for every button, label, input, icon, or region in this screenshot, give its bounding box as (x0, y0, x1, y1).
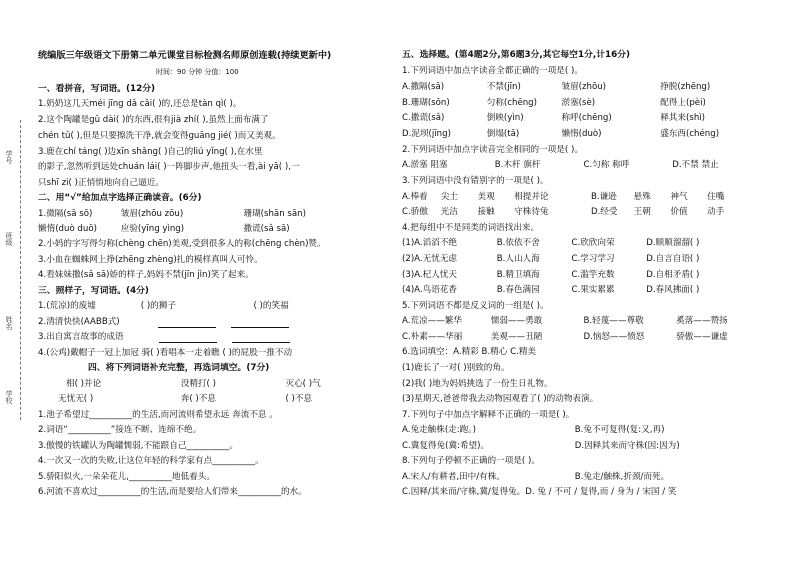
s1-line2a: 2.这个陶罐是gǔ dài( )的东西,很有jià zhí( ),虽然上面布满了 (38, 115, 269, 125)
q4-item: C.果实累累 (571, 285, 615, 295)
q2-option: B.木杆 旗杆 (494, 160, 541, 170)
q2-option: C.匀称 称呼 (583, 160, 630, 170)
q4-item: B.春色满园 (496, 285, 540, 295)
doc-title: 统编版三年级语文下册第二单元课堂目标检测名师原创连载(持续更新中) (38, 50, 332, 61)
s4-line1: 1.池子希望过__________的生活,而河流则希望永远 奔流不息 。 (38, 410, 278, 420)
q5-item: 美观——丑陋 (490, 332, 543, 342)
q4-row1 (402, 238, 699, 249)
q3-row-ab (402, 192, 724, 203)
q4-item: B.人山人海 (496, 254, 540, 264)
q4-item: C.滥竽充数 (571, 270, 615, 280)
q1-item: 配得上(pèi) (660, 98, 706, 108)
section5-heading: 五、选择题。(第4题2分,第6题3分,其它每空1分,计16分) (402, 50, 631, 60)
q5-item: B.轻蔑——尊敬 (583, 316, 644, 326)
q1-item: 淤塞(sè) (561, 98, 596, 108)
q5-item: 奚落——赞扬 (676, 316, 728, 326)
q3-row-cd (402, 207, 724, 218)
s4-line2: 2.词语“__________”接连不断、连绵不绝。 (38, 425, 202, 435)
q1-item: 倒塌(tā) (486, 129, 520, 139)
s3-line2-text: 2.清清快快(AABB式) (38, 317, 120, 327)
s2-item: 懒惰(duò duō) (38, 224, 97, 234)
q2-option: D.不禁 禁止 (672, 160, 719, 170)
q7-row-cd (402, 441, 680, 452)
q7-option-c: C.冀复得兔(冀:希望)。 (402, 441, 490, 451)
section3-heading: 三、照样子，写词语。(4分) (38, 286, 149, 296)
q3-word: 守株待兔 (514, 207, 549, 217)
q1-stem: 1.下列词语中加点字读音全都正确的一项是( )。 (402, 66, 583, 76)
q3-word: B.谦逊 (590, 192, 617, 202)
q5-row-ab (402, 316, 728, 327)
q5-row-cd (402, 332, 728, 343)
s2-item: 1.微隔(sā sō) (38, 209, 93, 219)
q5-stem: 5.下列词语不都是反义词的一组是( )。 (402, 301, 549, 311)
q4-item: D.自言自语( ) (646, 254, 700, 264)
s4-row1 (66, 379, 321, 390)
s1-line3b: 的影子,忽然听到远处chuán lái( )一阵脚步声,他扭头一看,ài yā( ),一 (38, 162, 300, 172)
q4-item: (2)A.无忧无虑 (402, 254, 458, 264)
q1-option-b (402, 98, 706, 109)
q4-item: B.精卫填海 (496, 270, 540, 280)
q2-stem: 2.下列词语中加点字读音完全相同的一项是( )。 (402, 145, 583, 155)
q6-line2: (2)我( )地为妈妈挑选了一份生日礼物。 (402, 379, 553, 389)
q1-item: 称呼(chēng) (561, 113, 612, 123)
gutter-label-school: 学校 (5, 390, 13, 404)
s1-line3c: 只shī zi( )正悄悄地向自己逼近。 (38, 178, 164, 188)
q3-word: 价值 (670, 207, 688, 217)
q3-word: 尖土 (440, 192, 458, 202)
answer-blank[interactable] (232, 333, 290, 343)
q3-word: 王朝 (633, 207, 651, 217)
q5-item: C.朴素——华丽 (402, 332, 463, 342)
s4-item: 奔( )不息 (180, 394, 216, 404)
q3-word: C.骄傲 (402, 207, 428, 217)
q4-item: C.学习学习 (571, 254, 615, 264)
q1-item: 倒映(yìn) (486, 113, 524, 123)
q1-item: D.泥坝(jīng) (402, 129, 451, 139)
q3-stem: 3.下列词语中没有错别字的一项是( )。 (402, 176, 549, 186)
q1-option-a (402, 82, 710, 93)
q3-word: 相提并论 (514, 192, 549, 202)
q6-line3: (3)星期天,爸爸带我去动物园观看了( )的动物表演。 (402, 394, 599, 404)
q4-item: D.顺顺溜溜( ) (646, 238, 700, 248)
q4-stem: 4.把每组中不是同类的词语找出来。 (402, 223, 540, 233)
q5-item: D.恼怒——愤怒 (583, 332, 645, 342)
q1-item: 匀称(chēng) (486, 98, 537, 108)
q4-item: (4)A.鸟语花香 (402, 285, 458, 295)
s2-item: 珊瑚(shān sān) (243, 209, 306, 219)
s2-item: 皱眉(zhōu zōu) (120, 209, 184, 219)
q6-line1: (1)鹿长了一对( )别致的角。 (402, 363, 510, 373)
q1-item: 盛东西(chéng) (660, 129, 720, 139)
q8-row-ab (402, 472, 669, 483)
q4-item: C.欣欣向荣 (571, 238, 615, 248)
s2-line3: 2.小妈的字写得匀称(chèng chēn)美观,受到很多人的称(chēng chèn)赞。 (38, 239, 326, 249)
s2-row2 (38, 224, 290, 235)
q1-option-d (402, 129, 719, 140)
q3-word: 动手 (707, 207, 725, 217)
q1-item: 不禁(jīn) (486, 82, 521, 92)
q1-option-c (402, 113, 705, 124)
s3-item: 1.(荒凉)的废墟 (38, 301, 96, 311)
s4-line6: 6.河流不喜欢过__________的生活,而是要给人们带来__________的水。 (38, 487, 307, 497)
q7-option-a: A.兔走触株(走:跑。) (402, 425, 476, 435)
q4-item: (1)A.滔滔不绝 (402, 238, 458, 248)
q4-row4 (402, 285, 699, 296)
q5-item: 骄傲——谦虚 (676, 332, 728, 342)
q1-item: A.撒隔(sā) (402, 82, 445, 92)
q4-row3 (402, 270, 699, 281)
q8-option-b: B.兔走/触株,折颈/而死。 (574, 472, 670, 482)
q8-row-cd: C.因释/其来而/守株,冀/复得兔。D. 兔 / 不可 / 复得,而 / 身为 / 宋国 / 笑 (402, 487, 677, 497)
q8-stem: 8.下列句子停顿不正确的一项是( )。 (402, 456, 540, 466)
s2-item: 应验(yīng yìng) (120, 224, 185, 234)
gutter-label-name: 姓名 (5, 316, 13, 330)
s4-line4: 4.一次又一次的失败,让这位年轻的科学家有点__________。 (38, 456, 264, 466)
q1-item: 懒惰(duò) (561, 129, 602, 139)
s1-line1: 1.奶奶这几天méi jīng dǎ cǎi( )的,还总是tàn qì( )。 (38, 99, 242, 109)
answer-blank[interactable] (231, 318, 289, 328)
s2-item: 撒谎(sǎ sā) (243, 224, 290, 234)
q7-option-d: D.因释其来而守株(因:因为) (574, 441, 680, 451)
q7-option-b: B.兔不可复得(复:又,再) (574, 425, 665, 435)
s3-line3-text: 3.出自寓言故事的成语 (38, 332, 124, 342)
s4-item: ( )不息 (285, 394, 313, 404)
q4-item: B.依依不舍 (496, 238, 540, 248)
q7-stem: 7.下列句子中加点字解释不正确的一项是( )。 (402, 410, 575, 420)
q7-row-ab (402, 425, 664, 436)
q4-item: (3)A.杞人忧天 (402, 270, 458, 280)
s3-line4: 4.(公鸡)戴帽子一冠上加冠 骑( )看唱本一走着瞧 ( )的屁股一推不动 (38, 348, 293, 358)
answer-blank[interactable] (158, 318, 216, 328)
q1-item: B.珊瑚(sōn) (402, 98, 450, 108)
q1-item: 挣脱(zhēng) (660, 82, 711, 92)
q3-word: 光洁 (440, 207, 458, 217)
s3-line3 (38, 332, 290, 343)
s1-line2b: chén tǔ( ),但是只要擦洗干净,就会变得guāng jié( )而又美观。 (38, 131, 281, 141)
s3-item: ( )的笑福 (253, 301, 289, 311)
s4-row2 (58, 394, 312, 405)
gutter-label-class: 班级 (5, 232, 13, 246)
q5-item: A.荒凉——繁华 (402, 316, 463, 326)
s4-item: 相( )并论 (66, 379, 102, 389)
q4-item: D.自相矛盾( ) (646, 270, 700, 280)
doc-meta: 时间：90 分钟 分值：100 (156, 68, 239, 76)
s2-line4: 3.小血在蜘蛛网上挣(zhēng zhèng)扎的模样真叫人可怜。 (38, 255, 263, 265)
q4-row2 (402, 254, 699, 265)
q1-item: C.撒谎(sǎ) (402, 113, 445, 123)
gutter-label-student-id: 学号 (5, 150, 13, 164)
q6-stem: 6.选词填空：A.精彩 B.精心 C.精美 (402, 347, 537, 357)
section4-heading: 四、将下列词语补充完整，再选词填空。(7分) (88, 363, 270, 373)
q3-word: 住嘴 (707, 192, 725, 202)
s4-item: 灭心( )气 (285, 379, 321, 389)
s2-row1 (38, 209, 306, 220)
s4-item: 没精打( ) (180, 379, 216, 389)
q2-option: A.淤塞 阻塞 (402, 160, 448, 170)
q3-word: A.棒着 (402, 192, 428, 202)
q1-item: 皱眉(zhōu) (561, 82, 607, 92)
answer-blank[interactable] (159, 333, 217, 343)
q5-item: 懦弱——勇敢 (490, 316, 543, 326)
q3-word: 接触 (477, 207, 495, 217)
q1-item: 释其来(shì) (660, 113, 706, 123)
q3-word: 悬殊 (633, 192, 651, 202)
q2-options (402, 160, 719, 171)
s3-row1 (38, 301, 289, 312)
q3-word: D.经受 (590, 207, 618, 217)
section2-heading: 二、用“√”给加点字选择正确读音。(6分) (38, 193, 202, 203)
s4-line5: 5.骄阳似火,一朵朵花儿,__________地低着头。 (38, 472, 215, 482)
section1-heading: 一、看拼音，写词语。(12分) (38, 84, 156, 94)
s3-item: ( )的狮子 (140, 301, 176, 311)
s4-line3: 3.傲慢的铁罐认为陶罐懦弱,不能跟自己__________。 (38, 441, 238, 451)
q8-option-a: A.宋人/有耕者,田中/有株。 (402, 472, 505, 482)
binding-gutter (0, 120, 28, 420)
q3-word: 美观 (477, 192, 495, 202)
s4-item: 无忧无( ) (58, 394, 94, 404)
s3-line2 (38, 317, 289, 328)
binding-line (20, 120, 21, 420)
q4-item: D.春风拂面( ) (646, 285, 700, 295)
s1-line3a: 3.鹿在chí táng( )边xīn shǎng( )自己的liú yǐng( ),在水里 (38, 147, 263, 157)
s2-line5: 4.看妹妹撒(sǎ sā)娇的样子,妈妈不禁(jīn jìn)笑了起来。 (38, 270, 254, 280)
q3-word: 神气 (670, 192, 688, 202)
